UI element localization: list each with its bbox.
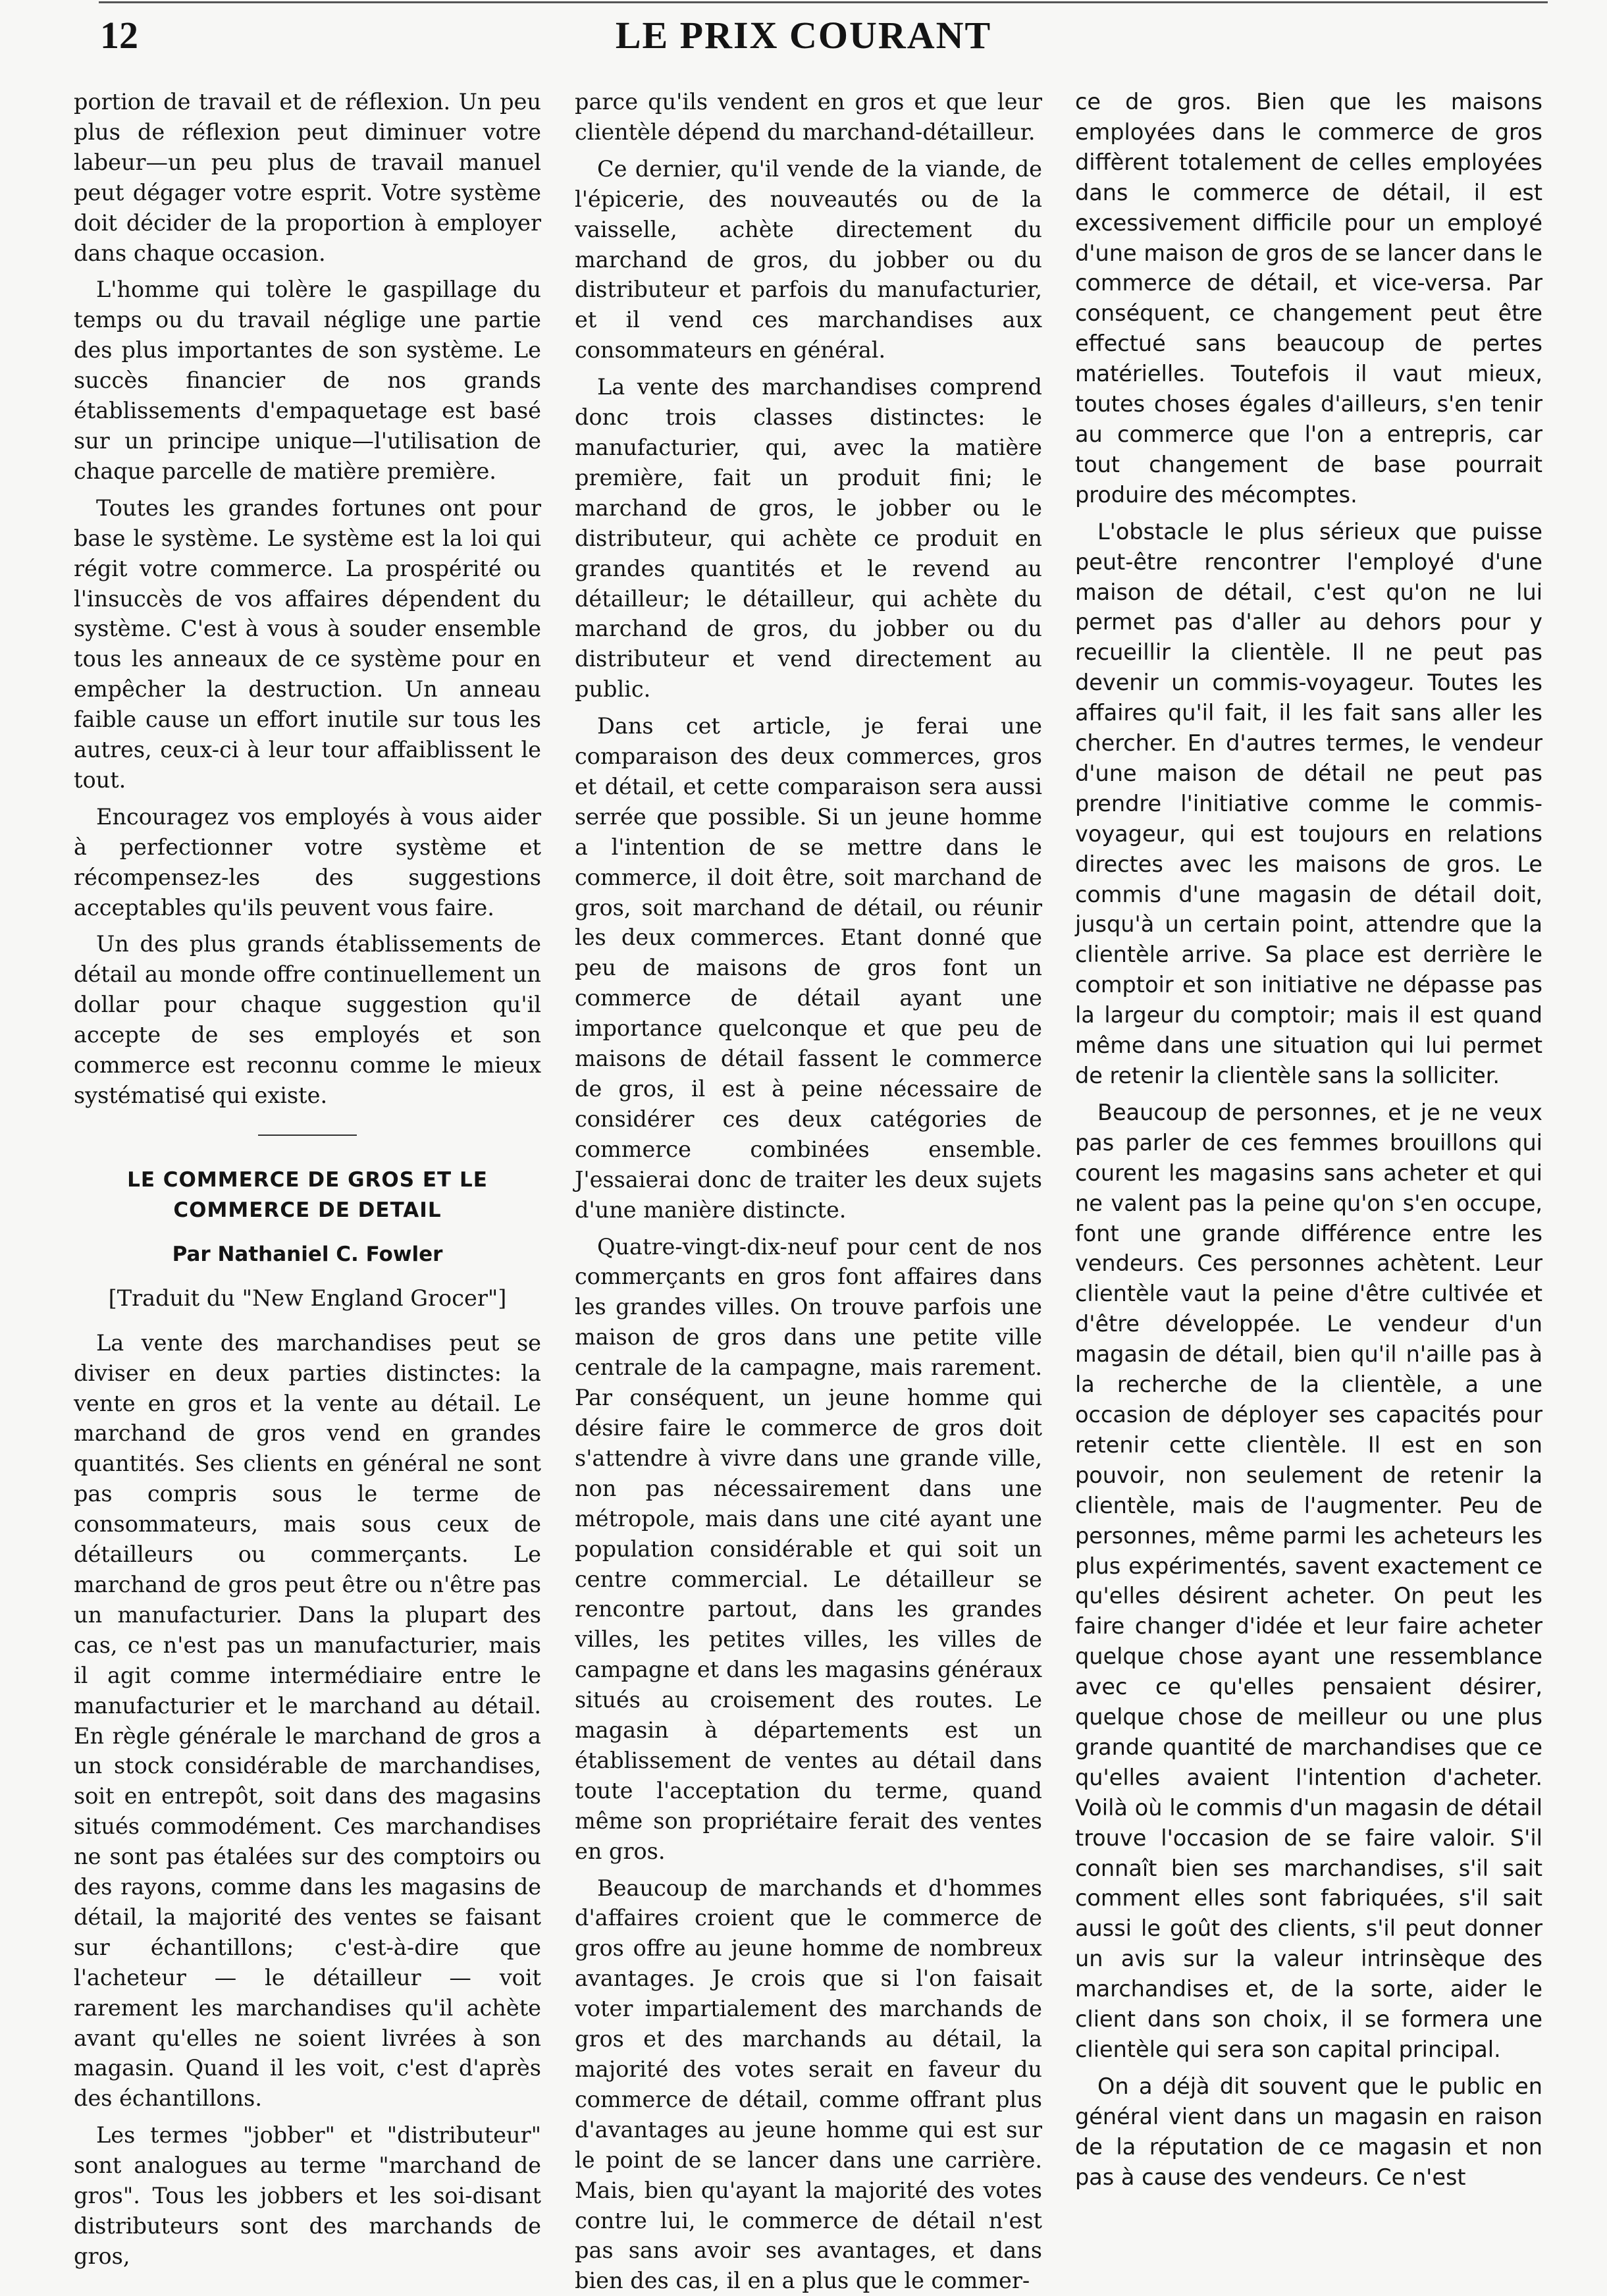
section-divider [258,1135,357,1136]
page-number: 12 [100,14,138,57]
paragraph: Les termes "jobber" et "distributeur" sont analogues au terme "marchand de gros". Tous les jobbers et les soi-disant distributeurs sont des marchands de gros, [74,2122,541,2269]
top-rule [99,1,1548,3]
paragraph: Beaucoup de personnes, et je ne veux pas parler de ces femmes brouillons qui courent les magasins sans acheter et qui ne valent pas la peine qu'on s'en occupe, font une grande différence entre les vendeurs. Ces personnes achètent. Leur clientèle vaut la peine d'être cultivée et d'être développée. Le vendeur d'un magasin de détail, bien qu'il n'aille pas à la recherche de la clientèle, a une occasion de déployer ses capacités pour retenir cette clientèle. Il est en son pouvoir, non seulement de retenir la clientèle, mais de l'augmenter. Peu de personnes, même parmi les acheteurs les plus expérimentés, savent exactement ce qu'elles désirent acheter. On peut les faire changer d'idée et leur faire acheter quelque chose ayant une ressemblance avec ce qu'elles pensaient désirer, quelque chose de meilleur ou une plus grande quantité de marchandises que ce qu'elles avaient l'intention d'acheter. Voilà où le commis d'un magasin de détail trouve l'occasion de se faire valoir. S'il connaît bien ses marchandises, s'il sait comment elles sont fabriquées, s'il sait aussi le goût des clients, s'il peut donner un avis sur la valeur intrinsèque des marchandises et, de la sorte, aider le client dans son choix, il se formera une clientèle qui sera son capital principal. [1075,1099,1542,2062]
paragraph: Toutes les grandes fortunes ont pour base le système. Le système est la loi qui régit votre commerce. La prospérité ou l'insuccès de vos affaires dépendent du système. C'est à vous à souder ensemble tous les anneaux de ce système pour en empêcher la destruction. Un anneau faible cause un effort inutile sur tous les autres, ceux-ci à leur tour affaiblissent le tout. [74,494,541,793]
paragraph: Beaucoup de marchands et d'hommes d'affaires croient que le commerce de gros offre au jeune homme de nombreux avantages. Je crois que si l'on faisait voter impartialement des marchands de gros et des marchands au détail, la majorité des votes serait en faveur du commerce de détail, comme offrant plus d'avantages au jeune homme qui est sur le point de se lancer dans une carrière. Mais, bien qu'ayant la majorité des votes contre lui, le commerce de détail n'est pas sans avoir ses avantages, et dans bien des cas, il en a plus que le commer- [575,1875,1042,2294]
paragraph: Quatre-vingt-dix-neuf pour cent de nos commerçants en gros font affaires dans les grandes villes. On trouve parfois une maison de gros dans une petite ville centrale de la campagne, mais rarement. Par conséquent, un jeune homme qui désire faire le commerce de gros doit s'attendre à vivre dans une grande ville, non pas nécessairement dans une métropole, mais dans une cité ayant une population considérable et qui soit un centre commercial. Le détailleur se rencontre partout, dans les grandes villes, les petites villes, les villes de campagne et dans les magasins généraux situés au croisement des routes. Le magasin à départements est un établissement de ventes au détail dans toute l'acceptation du terme, quand même son propriétaire ferait des ventes en gros. [575,1233,1042,1864]
article-byline: Par Nathaniel C. Fowler [172,1242,443,1266]
paragraph: On a déjà dit souvent que le public en général vient dans un magasin en raison de la réputation de ce magasin et non pas à cause des vendeurs. Ce n'est [1075,2073,1542,2190]
paragraph: Un des plus grands établissements de détail au monde offre continuellement un dollar pour chaque suggestion qu'il accepte de ses employés et son commerce est reconnu comme le mieux systématisé qui existe. [74,931,541,1108]
paragraph: parce qu'ils vendent en gros et que leur clientèle dépend du marchand-détailleur. [575,89,1042,145]
paragraph: Dans cet article, je ferai une comparaison des deux commerces, gros et détail, et cette comparaison sera aussi serrée que possible. Si un jeune homme a l'intention de se mettre dans le commerce, il doit être, soit marchand de gros, soit marchand de détail, ou réunir les deux commerces. Etant donné que peu de maisons de gros font un commerce de détail ayant une importance quelconque et que peu de maisons de détail fassent le commerce de gros, il est à peine nécessaire de considérer ces deux catégories de commerce combinées ensemble. J'essaierai donc de traiter les deux sujets d'une manière distincte. [575,713,1042,1223]
article-title: LE COMMERCE DE GROS ET LE COMMERCE DE DETAIL [127,1167,488,1222]
paragraph: L'homme qui tolère le gaspillage du temps ou du travail néglige une partie des plus importantes de son système. Le succès financier de nos grands établissements d'empaquetage est basé sur un principe unique—l'utilisation de chaque parcelle de matière première. [74,277,541,484]
running-title: LE PRIX COURANT [615,14,992,57]
paragraph: La vente des marchandises comprend donc trois classes distinctes: le manufacturier, qui, avec la matière première, fait un produit fini; le marchand de gros, le jobber ou le distributeur, qui achète ce produit en grandes quantités et le revend au détailleur; le détailleur, qui achète du marchand de gros, du jobber ou du distributeur et vend directement au public. [575,374,1042,703]
paragraph: L'obstacle le plus sérieux que puisse peut-être rencontrer l'employé d'une maison de détail, c'est qu'on ne lui permet pas d'aller au dehors pour y recueillir la clientèle. Il ne peut pas devenir un commis-voyageur. Toutes les affaires qu'il fait, il les fait sans aller les chercher. En d'autres termes, le vendeur d'une maison de détail ne peut pas prendre l'initiative comme le commis-voyageur, qui est toujours en relations directes avec les maisons de gros. Le commis d'une magasin de détail doit, jusqu'à un certain point, attendre que la clientèle arrive. Sa place est derrière le comptoir et son initiative ne dépasse pas la largeur du comptoir; mais il est quand même dans une situation qui lui permet de retenir la clientèle sans la solliciter. [1075,518,1542,1088]
column-2 [575,87,1042,2294]
paragraph: Encouragez vos employés à vous aider à perfectionner votre système et récompensez-les des suggestions acceptables qu'ils peuvent vous faire. [74,803,541,921]
column-1 [74,87,541,2269]
paragraph: portion de travail et de réflexion. Un peu plus de réflexion peut diminuer votre labeur—un peu plus de travail manuel peut dégager votre esprit. Votre système doit décider de la proportion à employer dans chaque occasion. [74,89,541,266]
paragraph: La vente des marchandises peut se diviser en deux parties distinctes: la vente en gros et la vente au détail. Le marchand de gros vend en grandes quantités. Ses clients en général ne sont pas compris sous le terme de consommateurs, mais sous ceux de détailleurs ou commerçants. Le marchand de gros peut être ou n'être pas un manufacturier. Dans la plupart des cas, ce n'est pas un manufacturier, mais il agit comme intermédiaire entre le manufacturier et le marchand au détail. En règle générale le marchand de gros a un stock considérable de marchandises, soit en entrepôt, soit dans des magasins situés commodément. Ces marchandises ne sont pas étalées sur des comptoirs ou des rayons, comme dans les magasins de détail, la majorité des ventes se faisant sur échantillons; c'est-à-dire que l'acheteur — le détailleur — voit rarement les marchandises qu'il achète avant qu'elles ne soient livrées à son magasin. Quand il les voit, c'est d'après des échantillons. [74,1329,541,2112]
page-header [0,0,1607,72]
article-source-note: [Traduit du "New England Grocer"] [108,1285,507,1311]
paragraph: ce de gros. Bien que les maisons employées dans le commerce de gros diffèrent totalement de celles employées dans le commerce de détail, il est excessivement difficile pour un employé d'une maison de gros de se lancer dans le commerce de détail, et vice-versa. Par conséquent, ce changement peut être effectué sans beaucoup de pertes matérielles. Toutefois il vaut mieux, toutes choses égales d'ailleurs, s'en tenir au commerce que l'on a entrepris, car tout changement de base pourrait produire des mécomptes. [1075,89,1542,508]
column-3 [1075,87,1542,2247]
paragraph: Ce dernier, qu'il vende de la viande, de l'épicerie, des nouveautés ou de la vaisselle, achète directement du marchand de gros, du jobber ou du distributeur et parfois du manufacturier, et il vend ces marchandises aux consommateurs en général. [575,155,1042,363]
